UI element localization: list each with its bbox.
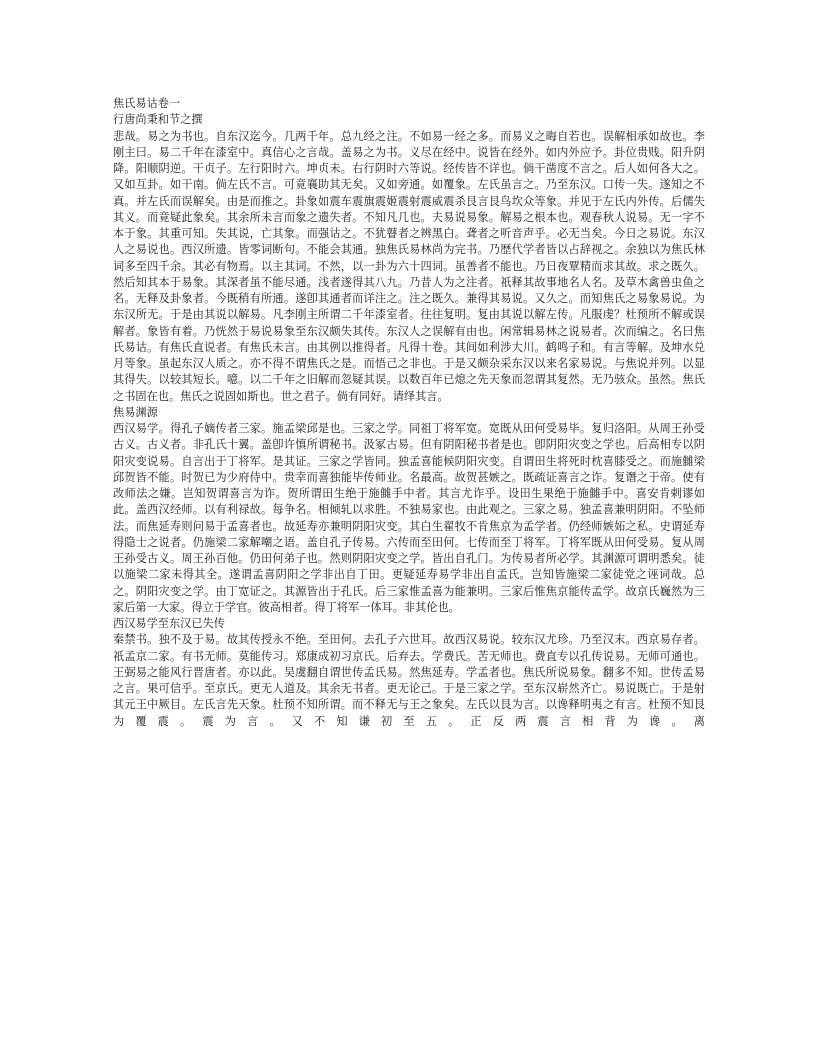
body-paragraph-jiao-yi-yuan-yuan: 西汉易学。得孔子嫡传者三家。施孟梁邱是也。三家之学。同祖丁将军宽。宽既从田何受易毕。复归洛阳。从周王孙受古义。古义者。非孔氏十翼。盖卽许慎所谓秘书。汲冢古易。但有阴阳秘书者是也。卽阴阳灾变之学也。后高相专以阴阳灾变说易。自言出于丁将军。是其证。三家之学皆同。独孟喜能候阴阳灾变。自谓田生将死时枕喜膝受之。而施雠梁邱贺皆不能。时贺已为少府侍中。贵幸而喜独能毕传师业。名最高。故贺甚嫉之。既疏证喜言之诈。复谮之于帝。使有改师法之嫌。岂知贺谓喜言为诈。贺所谓田生绝于施雠手中者。其言尤诈乎。设田生果绝于施雠手中。喜安肯剌谬如此。盖西汉经师。以有利禄故。每争名。相倾轧以求胜。不独易家也。由此观之。三家之易。独孟喜兼明阴阳。不坠师法。而焦延寿则问易于孟喜者也。故延寿亦兼明阴阳灾变。其白生翟牧不肯焦京为孟学者。仍经师嫉妬之私。史谓延寿得隐士之说者。仍施梁二家解嘲之语。盖自孔子传易。六传而至田何。七传而至丁将军。丁将军既从田何受易。复从周王孙受古义。周王孙百他。仍田何弟子也。然则阴阳灾变之学。皆出自孔门。为传易者所必学。其渊源可谓明悉矣。徒以施梁二家未得其全。遂谓孟喜阴阳之学非出自丁田。更疑延寿易学非出自孟氏。岂知皆施梁二家徒党之诬词哉。总之。阴阳灾变之学。由丁宽证之。其源皆出于孔氏。后三家惟孟喜为能兼明。三家后惟焦京能传孟学。故京氏巍然为三家后第一大家。得立于学官。彼高相者。得丁将军一体耳。非其伦也。 — [113, 422, 705, 614]
body-paragraph-preface: 悲哉。易之为书也。自东汉迄今。几两千年。总九经之注。不如易一经之多。而易义之晦自若也。误解相承如故也。李刚主曰。易二千年在漆室中。真信心之言哉。盖易之为书。义尽在经中。说皆在经外。如内外应予。卦位贵贱。阳升阴降。阳顺阴逆。干贞子。左行阳时六。坤贞未。右行阴时六等说。经传皆不详也。倘干凿度不言之。后人如何各大之。又如互卦。如干南。倘左氏不言。可竟襄助其无矣。又如旁通。如覆象。左氏虽言之。乃至东汉。口传一失。遂知之不真。并左氏而误解矣。由是而推之。卦象如震车震旗震姬震射震威震杀艮言艮鸟坎众等象。并见于左氏内外传。后儒失其义。而竟疑此象矣。其余所未言而象之遗失者。不知凡几也。夫易说易象。解易之根本也。观春秋人说易。无一字不本于象。其重可知。失其说，亡其象。而强诂之。不犹瞽者之辨黑白。聋者之听音声乎。必无当矣。今日之易说。东汉人之易说也。西汉所遗。皆零词断句。不能会其通。独焦氏易林尚为完书。乃歴代学者皆以占辞视之。余独以为焦氏林词多至四千余。其必有物焉。以主其词。不然，以一卦为六十四词。虽善者不能也。乃日夜覃精而求其故。求之既久。然后知其本于易象。其深者虽不能尽通。浅者遂得其八九。乃昔人为之注者。祇释其故事地名人名。及草木禽兽虫鱼之名。无释及卦象者。今既稍有所通。遂卽其通者而详注之。注之既久。兼得其易说。又久之。而知焦氏之易象易说。为东汉所无。于是由其说以解易。凡李刚主所谓二千年漆室者。往往复明。复由其说以解左传。凡服虔？杜预所不解或误解者。象皆有着。乃恍然于易说易象至东汉颇失其传。东汉人之误解有由也。闲常辑易林之说易者。次而编之。名曰焦氏易诂。有焦氏直说者。有焦氏未言。由其例以推得者。凡得十卷。其间如利涉大川。鹤鸣子和。有言等解。及坤水兑月等象。虽起东汉人质之。亦不得不谓焦氏之是。而悟己之非也。于是又颇杂采东汉以来名家易说。与焦说并列。以显其得失。以较其短长。噫。以二千年之旧解而忽疑其误。以数百年已熄之先天象而忽谓其复然。无乃骇众。虽然。焦氏之书固在也。焦氏之说固如斯也。世之君子。倘有同好。请绎其言。 — [113, 129, 705, 403]
document-text-block — [113, 96, 705, 730]
page-title: 焦氏易诂卷一 — [113, 97, 181, 110]
section-heading-xihan-yixue: 西汉易学至东汉已失传 — [113, 617, 225, 630]
author-byline: 行唐尚秉和节之撰 — [113, 113, 203, 127]
section-heading-jiao-yi-yuan-yuan: 焦易渊源 — [113, 405, 158, 419]
body-paragraph-xihan-yixue: 秦禁书。独不及于易。故其传授永不绝。至田何。去孔子六世耳。故西汉易说。较东汉尤珍。乃至汉末。西京易存者。祇孟京二家。有书无师。莫能传习。郑康成初习京氏。后弃去。学费氏。苦无师也。费直专以孔传说易。无师可通也。王弼易之能风行晋唐者。亦以此。吴虞翻自谓世传孟氏易。然焦延寿。学孟者也。焦氏所说易象。翻多不知。世传孟易之言。果可信乎。至京氏。更无人道及。其余无书者。更无论己。于是三家之学。至东汉崭然齐亡。易说既亡。于是射其元王中厥目。左氏言先天象。杜预不知所谓。而不释无与王之象矣。左氏以艮为言。以谗释明夷之有言。杜预不知艮为覆震。震为言。又不知谦初至五。正反两震言相背为谗。离 — [113, 633, 705, 728]
